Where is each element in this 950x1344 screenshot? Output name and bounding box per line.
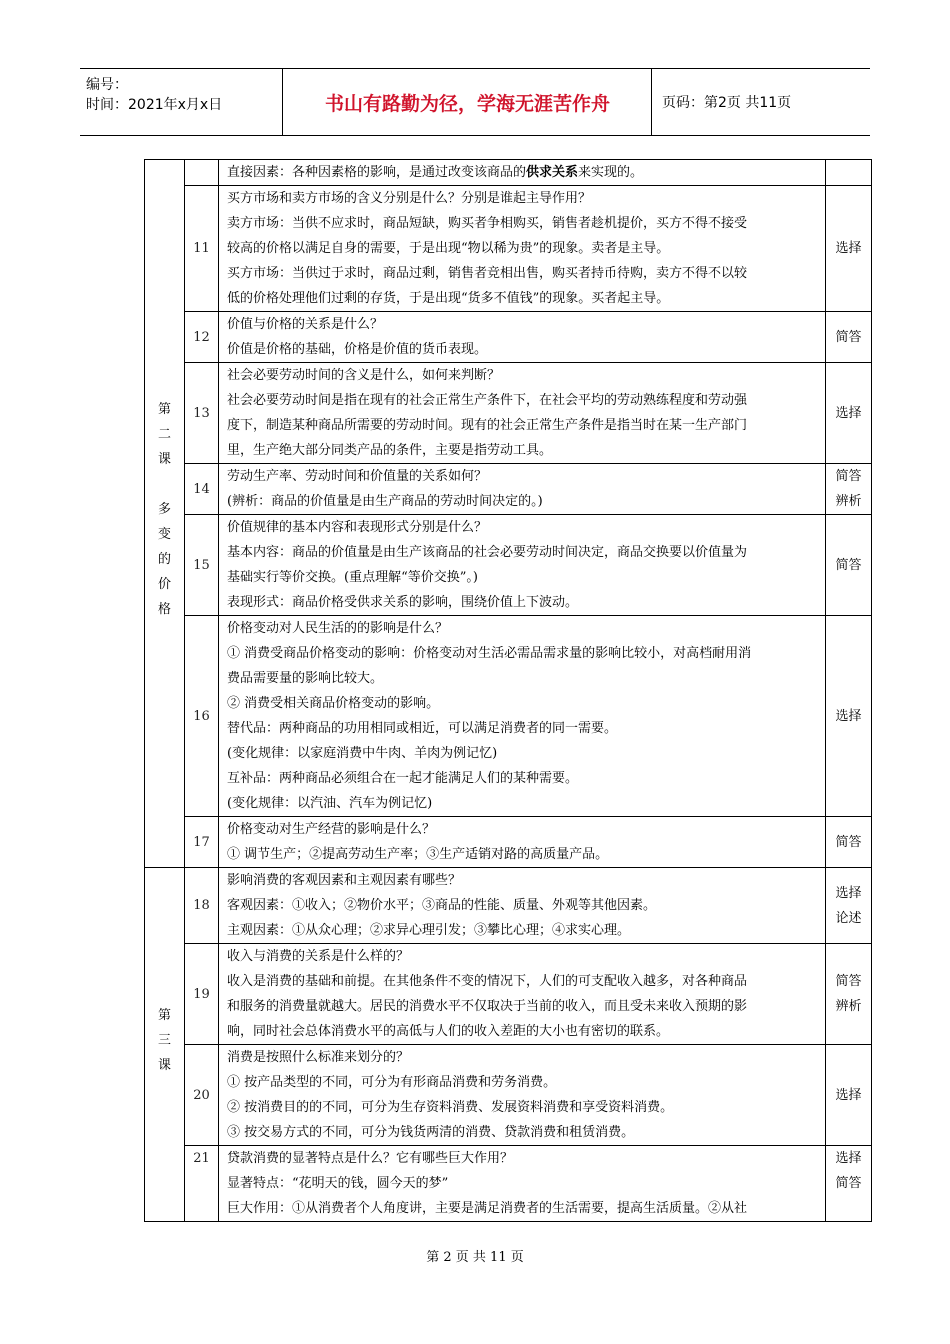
content-line: 消费是按照什么标准来划分的？ xyxy=(227,1050,410,1065)
content-line: 客观因素：①收入；②物价水平；③商品的性能、质量、外观等其他因素。 xyxy=(227,898,657,913)
unit-char: 多 xyxy=(157,501,171,517)
row-content xyxy=(219,515,826,616)
page-footer: 第 2 页 共 11 页 xyxy=(426,1250,524,1265)
question-type: 简答 辨析 xyxy=(826,464,872,515)
content-line: 收入与消费的关系是什么样的？ xyxy=(227,949,410,964)
row-number: 21 xyxy=(185,1146,219,1222)
question-type: 简答 辨析 xyxy=(826,944,872,1045)
content-line: 费品需要量的影响比较大。 xyxy=(227,671,384,686)
header-page-info: 页码：第2页 共11页 xyxy=(662,95,792,111)
content-line: 贷款消费的显著特点是什么？它有哪些巨大作用？ xyxy=(227,1151,514,1166)
unit-char: 价 xyxy=(157,576,171,592)
unit-char: 第 xyxy=(157,1007,171,1023)
content-line: 买方市场：当供过于求时，商品过剩，销售者竞相出售，购买者持币待购，卖方不得不以较 xyxy=(227,266,748,281)
content-line: 响，同时社会总体消费水平的高低与人们的收入差距的大小也有密切的联系。 xyxy=(227,1024,670,1039)
content-line: 价格变动对人民生活的的影响是什么？ xyxy=(227,621,449,636)
content-line: 价值与价格的关系是什么？ xyxy=(227,317,384,332)
content-line: 表现形式：商品价格受供求关系的影响，围绕价值上下波动。 xyxy=(227,595,579,610)
table-row xyxy=(145,868,872,944)
content-line: 买方市场和卖方市场的含义分别是什么？分别是谁起主导作用？ xyxy=(227,191,592,206)
page-header xyxy=(80,68,870,136)
table-row xyxy=(145,1146,872,1222)
unit-cell-3 xyxy=(145,868,185,1222)
qa-table xyxy=(144,159,872,1222)
emphasis-text: 供求关系 xyxy=(526,165,579,180)
row-content xyxy=(219,363,826,464)
content-line: 主观因素：①从众心理；②求异心理引发；③攀比心理；④求实心理。 xyxy=(227,923,631,938)
question-type: 简答 xyxy=(826,817,872,868)
content-line: 价格变动对生产经营的影响是什么？ xyxy=(227,822,436,837)
row-content xyxy=(219,1146,826,1222)
content-line: 基本内容：商品的价值量是由生产该商品的社会必要劳动时间决定，商品交换要以价值量为 xyxy=(227,545,748,560)
unit-char: 课 xyxy=(157,1057,171,1073)
row-content xyxy=(219,160,826,186)
content-line: 社会必要劳动时间是指在现有的社会正常生产条件下，在社会平均的劳动熟练程度和劳动强 xyxy=(227,393,748,408)
content-line: ① 消费受商品价格变动的影响：价格变动对生活必需品需求量的影响比较小，对高档耐用消 xyxy=(227,646,752,661)
content-line: (辨析：商品的价值量是由生产商品的劳动时间决定的。) xyxy=(227,494,543,509)
table-row xyxy=(145,1045,872,1146)
row-content xyxy=(219,1045,826,1146)
content-line: 互补品：两种商品必须组合在一起才能满足人们的某种需要。 xyxy=(227,771,579,786)
table-row xyxy=(145,817,872,868)
header-meta xyxy=(80,69,283,135)
row-number: 15 xyxy=(185,515,219,616)
row-number: 17 xyxy=(185,817,219,868)
content-line: 里，生产绝大部分同类产品的条件，主要是指劳动工具。 xyxy=(227,443,553,458)
table-row xyxy=(145,944,872,1045)
content-line: 价值规律的基本内容和表现形式分别是什么？ xyxy=(227,520,488,535)
question-type: 选择 xyxy=(826,186,872,312)
content-line: 巨大作用：①从消费者个人角度讲，主要是满足消费者的生活需要，提高生活质量。②从社 xyxy=(227,1201,748,1216)
table-row xyxy=(145,312,872,363)
row-number: 13 xyxy=(185,363,219,464)
row-number: 18 xyxy=(185,868,219,944)
content-line: ① 调节生产；②提高劳动生产率；③生产适销对路的高质量产品。 xyxy=(227,847,609,862)
question-type: 选择 简答 xyxy=(826,1146,872,1222)
question-type xyxy=(826,160,872,186)
row-number: 19 xyxy=(185,944,219,1045)
row-number xyxy=(185,160,219,186)
row-number: 16 xyxy=(185,616,219,817)
table-row xyxy=(145,160,872,186)
row-content xyxy=(219,868,826,944)
unit-char: 格 xyxy=(157,601,171,617)
header-code: 编号： xyxy=(86,77,128,93)
content-line: 收入是消费的基础和前提。在其他条件不变的情况下，人们的可支配收入越多，对各种商品 xyxy=(227,974,748,989)
header-motto: 书山有路勤为径，学海无涯苦作舟 xyxy=(284,69,652,135)
content-line: 显著特点：“花明天的钱，圆今天的梦” xyxy=(227,1176,449,1191)
row-number: 14 xyxy=(185,464,219,515)
header-date: 时间：2021年x月x日 xyxy=(86,97,223,113)
content-line: 价值是价格的基础，价格是价值的货币表现。 xyxy=(227,342,488,357)
question-type: 选择 xyxy=(826,1045,872,1146)
question-type: 选择 xyxy=(826,363,872,464)
content-line: ③ 按交易方式的不同，可分为钱货两清的消费、贷款消费和租赁消费。 xyxy=(227,1125,635,1140)
table-row xyxy=(145,363,872,464)
question-type: 简答 xyxy=(826,515,872,616)
row-content xyxy=(219,616,826,817)
unit-char: 第 xyxy=(157,401,171,417)
row-content xyxy=(219,464,826,515)
content-line: (变化规律：以家庭消费中牛肉、羊肉为例记忆) xyxy=(227,746,498,761)
content-line: 影响消费的客观因素和主观因素有哪些？ xyxy=(227,873,462,888)
content-line: 基础实行等价交换。(重点理解“等价交换”。) xyxy=(227,570,478,585)
unit-char: 课 xyxy=(157,451,171,467)
content-line: ① 按产品类型的不同，可分为有形商品消费和劳务消费。 xyxy=(227,1075,557,1090)
table-row xyxy=(145,186,872,312)
unit-char: 变 xyxy=(157,526,171,542)
content-line: ② 按消费目的的不同，可分为生存资料消费、发展资料消费和享受资料消费。 xyxy=(227,1100,674,1115)
row-content xyxy=(219,944,826,1045)
content-text: 直接因素：各种因素格的影响，是通过改变该商品的 xyxy=(227,165,527,180)
row-number: 12 xyxy=(185,312,219,363)
table-row xyxy=(145,464,872,515)
unit-char: 三 xyxy=(157,1032,171,1048)
content-line: 低的价格处理他们过剩的存货，于是出现“货多不值钱”的现象。买者起主导。 xyxy=(227,291,670,306)
content-text: 来实现的。 xyxy=(578,165,644,180)
row-content xyxy=(219,817,826,868)
content-line: (变化规律：以汽油、汽车为例记忆) xyxy=(227,796,433,811)
question-type: 选择 论述 xyxy=(826,868,872,944)
question-type: 选择 xyxy=(826,616,872,817)
content-line: ② 消费受相关商品价格变动的影响。 xyxy=(227,696,440,711)
content-line: 替代品：两种商品的功用相同或相近，可以满足消费者的同一需要。 xyxy=(227,721,618,736)
unit-char: 的 xyxy=(157,551,171,567)
unit-char: 二 xyxy=(157,426,171,442)
content-line: 社会必要劳动时间的含义是什么，如何来判断？ xyxy=(227,368,501,383)
content-line: 和服务的消费量就越大。居民的消费水平不仅取决于当前的收入，而且受未来收入预期的影 xyxy=(227,999,748,1014)
row-number: 20 xyxy=(185,1045,219,1146)
row-number: 11 xyxy=(185,186,219,312)
table-row xyxy=(145,515,872,616)
unit-cell-2 xyxy=(145,160,185,868)
question-type: 简答 xyxy=(826,312,872,363)
content-line: 较高的价格以满足自身的需要，于是出现“物以稀为贵”的现象。卖者是主导。 xyxy=(227,241,670,256)
row-content xyxy=(219,312,826,363)
content-line: 劳动生产率、劳动时间和价值量的关系如何？ xyxy=(227,469,488,484)
table-row xyxy=(145,616,872,817)
content-line: 度下，制造某种商品所需要的劳动时间。现有的社会正常生产条件是指当时在某一生产部门 xyxy=(227,418,748,433)
content-line: 卖方市场：当供不应求时，商品短缺，购买者争相购买，销售者趁机提价，买方不得不接受 xyxy=(227,216,748,231)
row-content xyxy=(219,186,826,312)
